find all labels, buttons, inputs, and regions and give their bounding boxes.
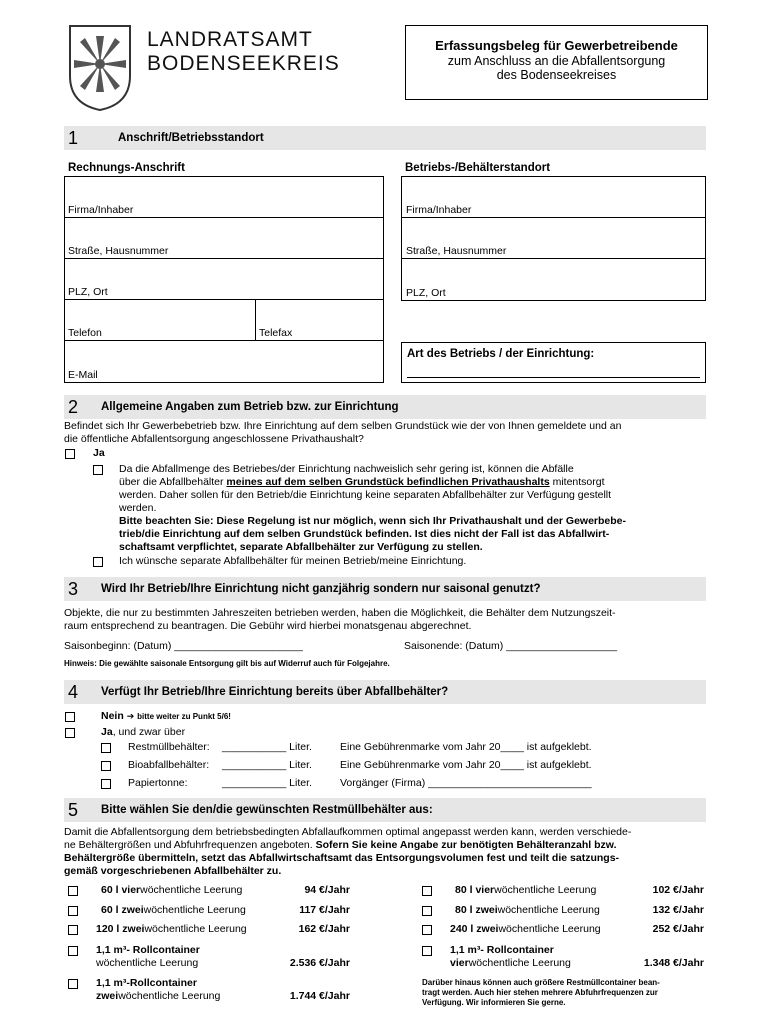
form-title: Erfassungsbeleg für Gewerbetreibende: [435, 38, 678, 53]
bin-80l-vier-label: [455, 884, 596, 897]
bin-size: 240 l: [450, 923, 474, 935]
email-field[interactable]: [65, 341, 383, 382]
bin-120l-zwei-price: 162 €/Jahr: [298, 923, 350, 935]
bin-80l-vier-price: 102 €/Jahr: [652, 884, 704, 896]
s4-residual-bin-liter-field[interactable]: ___________ Liter.: [222, 741, 312, 753]
bin-240l-zwei-label: [450, 923, 601, 936]
site-firma-label: Firma/Inhaber: [406, 204, 472, 216]
bin-size: 60 l: [101, 884, 119, 896]
billing-address-heading: Rechnungs-Anschrift: [68, 162, 185, 174]
section-4-number: 4: [68, 682, 79, 702]
s4-nein-row: [101, 710, 231, 723]
bin-60l-zwei-label: [101, 904, 246, 917]
bin-freq-bold: zwei: [122, 923, 145, 935]
section-3-number: 3: [68, 579, 79, 599]
bin-60l-zwei-price: 117 €/Jahr: [299, 904, 350, 916]
s4-bio-bin-sticker[interactable]: Eine Gebührenmarke vom Jahr 20____ ist aufgeklebt.: [340, 759, 592, 771]
s2-option1-line4: werden.: [119, 502, 157, 514]
site-street-label: Straße, Hausnummer: [406, 245, 507, 257]
s5-text-line4: gemäß vorgeschriebenen Abfallbehälter zu.: [64, 865, 282, 877]
site-address-heading: Betriebs-/Behälterstandort: [405, 162, 551, 174]
org-name-line2: BODENSEEKREIS: [147, 52, 340, 75]
billing-firma-label: Firma/Inhaber: [68, 204, 134, 216]
bin-freq-bold: vier: [121, 884, 141, 896]
s4-nein-note: bitte weiter zu Punkt 5/6!: [137, 712, 231, 721]
business-type-line: [407, 377, 700, 378]
s3-hint: Hinweis: Die gewählte saisonale Entsorgung gilt bis auf Widerruf auch für Folgejahre.: [64, 659, 390, 668]
site-street-field[interactable]: [402, 218, 705, 259]
s2-question-line1: Befindet sich Ihr Gewerbebetrieb bzw. Ihre Einrichtung auf dem selben Grundstück wie der von Ihnen gemeldete und an: [64, 420, 622, 432]
s2-option1-line2-pre: über die Abfallbehälter: [119, 476, 227, 488]
section-4-bar: [64, 680, 706, 704]
fax-label: Telefax: [259, 327, 293, 339]
s4-nein-label: Nein: [101, 710, 124, 722]
business-type-label: Art des Betriebs / der Einrichtung:: [407, 348, 595, 360]
container-zwei-checkbox[interactable]: [68, 979, 78, 989]
s2-option1-line2-underlined: meines auf dem selben Grundstück befindlichen Privathaushalts: [226, 476, 550, 488]
fax-field[interactable]: [256, 300, 383, 341]
phone-label: Telefon: [68, 327, 102, 339]
bin-freq: wöchentliche Leerung: [497, 904, 600, 916]
s5-text-line2-pre: ne Behältergrößen und Abfuhrfrequenzen angeboten.: [64, 839, 316, 851]
site-plz-field[interactable]: [402, 259, 705, 300]
bin-freq: wöchentliche Leerung: [140, 884, 243, 896]
s3-text-line2: raum entsprechend zu beantragen. Die Gebühr wird hierbei monatsgenau abgerechnet.: [64, 620, 472, 632]
s2-notice-line2: trieb/die Einrichtung auf dem selben Grundstück befinden. Ist dies nicht der Fall ist das Abfallwirt-: [119, 528, 610, 540]
s5-text-line1: Damit die Abfallentsorgung dem betriebsbedingten Abfallaufkommen optimal angepasst werden kann, werden verschiede-: [64, 826, 632, 838]
s4-ja-checkbox[interactable]: [65, 728, 75, 738]
container-vier-freq-bold: vier: [450, 957, 469, 969]
bin-60l-vier-checkbox[interactable]: [68, 886, 78, 896]
billing-street-field[interactable]: [65, 218, 383, 259]
bin-120l-zwei-checkbox[interactable]: [68, 925, 78, 935]
bin-240l-zwei-checkbox[interactable]: [422, 925, 432, 935]
container-vier-price: 1.348 €/Jahr: [643, 957, 704, 969]
section-5-heading: Bitte wählen Sie den/die gewünschten Restmüllbehälter aus:: [101, 804, 433, 816]
container-weekly-checkbox[interactable]: [68, 946, 78, 956]
phone-field[interactable]: [65, 300, 256, 341]
container-vier-freq-rest: wöchentliche Leerung: [468, 957, 571, 969]
s3-text-line1: Objekte, die nur zu bestimmten Jahreszeiten betrieben werden, haben die Möglichkeit, die Behälter dem Nutzungszeit-: [64, 607, 616, 619]
section-5-bar: [64, 798, 706, 822]
bin-freq: wöchentliche Leerung: [494, 884, 597, 896]
container-zwei-freq-bold: zwei: [96, 990, 119, 1002]
bin-120l-zwei-label: [96, 923, 247, 936]
section-5-number: 5: [68, 800, 79, 820]
arrow-right-icon: ➔: [126, 711, 135, 721]
s4-residual-bin-label: Restmüllbehälter:: [128, 741, 210, 753]
billing-address-block: [64, 176, 384, 383]
s5-text-line3: Behältergröße übermitteln, setzt das Abfallwirtschaftsamt das Entsorgungsvolumen fest und teilt die satzungs-: [64, 852, 620, 864]
s5-note-line3: Verfügung. Wir informieren Sie gerne.: [422, 998, 566, 1007]
email-label: E-Mail: [68, 369, 98, 381]
container-weekly-price: 2.536 €/Jahr: [289, 957, 350, 969]
bin-80l-zwei-label: [455, 904, 600, 917]
bin-size: 80 l: [455, 904, 473, 916]
section-2-number: 2: [68, 397, 79, 417]
container-vier-freq: [450, 957, 571, 970]
s2-shared-bins-checkbox[interactable]: [93, 465, 103, 475]
s5-note-line2: tragt werden. Auch hier stehen mehrere Abfuhrfrequenzen zur: [422, 988, 658, 997]
form-title-box: [405, 25, 708, 100]
bin-60l-vier-label: [101, 884, 242, 897]
coat-of-arms-logo: [68, 24, 132, 112]
s2-ja-label: Ja: [93, 447, 105, 459]
section-3-heading: Wird Ihr Betrieb/Ihre Einrichtung nicht ganzjährig sondern nur saisonal genutzt?: [101, 583, 541, 595]
site-address-block: [401, 176, 706, 301]
s2-option1-line1: Da die Abfallmenge des Betriebes/der Einrichtung nachweislich sehr gering ist, können die Abfälle: [119, 463, 574, 475]
bin-80l-zwei-price: 132 €/Jahr: [652, 904, 704, 916]
s4-bio-bin-checkbox[interactable]: [101, 761, 111, 771]
container-weekly-freq: wöchentliche Leerung: [96, 957, 199, 969]
bin-freq-bold: zwei: [475, 904, 498, 916]
container-vier-checkbox[interactable]: [422, 946, 432, 956]
bin-size: 60 l: [101, 904, 119, 916]
container-weekly-name: 1,1 m³- Rollcontainer: [96, 944, 200, 956]
season-start-field[interactable]: Saisonbeginn: (Datum) ______________________: [64, 640, 303, 652]
container-zwei-freq-rest: wöchentliche Leerung: [118, 990, 221, 1002]
season-end-field[interactable]: Saisonende: (Datum) ___________________: [404, 640, 618, 652]
s4-residual-bin-sticker[interactable]: Eine Gebührenmarke vom Jahr 20____ ist aufgeklebt.: [340, 741, 592, 753]
s2-ja-checkbox[interactable]: [65, 449, 75, 459]
s4-paper-bin-checkbox[interactable]: [101, 779, 111, 789]
container-vier-name: 1,1 m³- Rollcontainer: [450, 944, 554, 956]
bin-freq-bold: vier: [475, 884, 495, 896]
bin-60l-vier-price: 94 €/Jahr: [304, 884, 350, 896]
s2-separate-bins-checkbox[interactable]: [93, 557, 103, 567]
bin-240l-zwei-price: 252 €/Jahr: [652, 923, 704, 935]
s2-separate-bins-label: Ich wünsche separate Abfallbehälter für meinen Betrieb/meine Einrichtung.: [119, 555, 467, 567]
section-1-number: 1: [68, 128, 79, 148]
bin-freq: wöchentliche Leerung: [143, 904, 246, 916]
container-zwei-price: 1.744 €/Jahr: [289, 990, 350, 1002]
billing-plz-field[interactable]: [65, 259, 383, 300]
s5-text-line2: [64, 839, 616, 852]
s4-bio-bin-label: Bioabfallbehälter:: [128, 759, 210, 771]
bin-60l-zwei-checkbox[interactable]: [68, 906, 78, 916]
s2-notice-line1: Bitte beachten Sie: Diese Regelung ist nur möglich, wenn sich Ihr Privathaushalt und der Gewerbebe-: [119, 515, 627, 527]
section-1-heading: Anschrift/Betriebsstandort: [118, 132, 264, 144]
bin-freq-bold: zwei: [476, 923, 499, 935]
section-1-bar: [64, 126, 706, 150]
bin-freq: wöchentliche Leerung: [498, 923, 601, 935]
billing-firma-field[interactable]: [65, 177, 383, 218]
s4-bio-bin-liter-field[interactable]: ___________ Liter.: [222, 759, 312, 771]
s2-notice-line3: schaftsamt verpflichtet, separate Abfallbehälter zur Verfügung zu stellen.: [119, 541, 483, 553]
s2-option1-line2-post: mitentsorgt: [549, 476, 605, 488]
bin-size: 80 l: [455, 884, 473, 896]
s5-text-line2-bold: Sofern Sie keine Angabe zur benötigten Behälteranzahl bzw.: [315, 839, 617, 851]
bin-80l-vier-checkbox[interactable]: [422, 886, 432, 896]
billing-plz-label: PLZ, Ort: [68, 286, 108, 298]
s2-option1-line2: [119, 476, 605, 489]
s4-paper-bin-label: Papiertonne:: [128, 777, 188, 789]
section-2-bar: [64, 395, 706, 419]
bin-size: 120 l: [96, 923, 120, 935]
s5-note-line1: Darüber hinaus können auch größere Restmüllcontainer bean-: [422, 978, 660, 987]
s4-ja-rest: , und zwar über: [112, 726, 186, 738]
form-subtitle-1: zum Anschluss an die Abfallentsorgung: [447, 54, 666, 68]
section-3-bar: [64, 577, 706, 601]
org-name-line1: LANDRATSAMT: [147, 28, 313, 51]
s4-ja-label: Ja: [101, 726, 113, 738]
s4-ja-row: [101, 726, 185, 739]
section-4-heading: Verfügt Ihr Betrieb/Ihre Einrichtung bereits über Abfallbehälter?: [101, 686, 449, 698]
container-zwei-name: 1,1 m³-Rollcontainer: [96, 977, 197, 989]
billing-street-label: Straße, Hausnummer: [68, 245, 169, 257]
business-type-field[interactable]: [401, 342, 706, 383]
bin-80l-zwei-checkbox[interactable]: [422, 906, 432, 916]
container-zwei-freq: [96, 990, 220, 1003]
s4-predecessor-field[interactable]: Vorgänger (Firma) ____________________________: [340, 777, 592, 789]
site-plz-label: PLZ, Ort: [406, 287, 446, 299]
form-subtitle-2: des Bodenseekreises: [496, 68, 617, 82]
bin-freq-bold: zwei: [121, 904, 144, 916]
s4-nein-checkbox[interactable]: [65, 712, 75, 722]
s4-paper-bin-liter-field[interactable]: ___________ Liter.: [222, 777, 312, 789]
s2-option1-line3: werden. Daher sollen für den Betrieb/die Einrichtung keine separaten Abfallbehälter zur Verfügung gestellt: [119, 489, 612, 501]
site-firma-field[interactable]: [402, 177, 705, 218]
bin-freq: wöchentliche Leerung: [144, 923, 247, 935]
s4-residual-bin-checkbox[interactable]: [101, 743, 111, 753]
s2-question-line2: die öffentliche Abfallentsorgung angeschlossene Privathaushalt?: [64, 433, 364, 445]
section-2-heading: Allgemeine Angaben zum Betrieb bzw. zur Einrichtung: [101, 401, 399, 413]
